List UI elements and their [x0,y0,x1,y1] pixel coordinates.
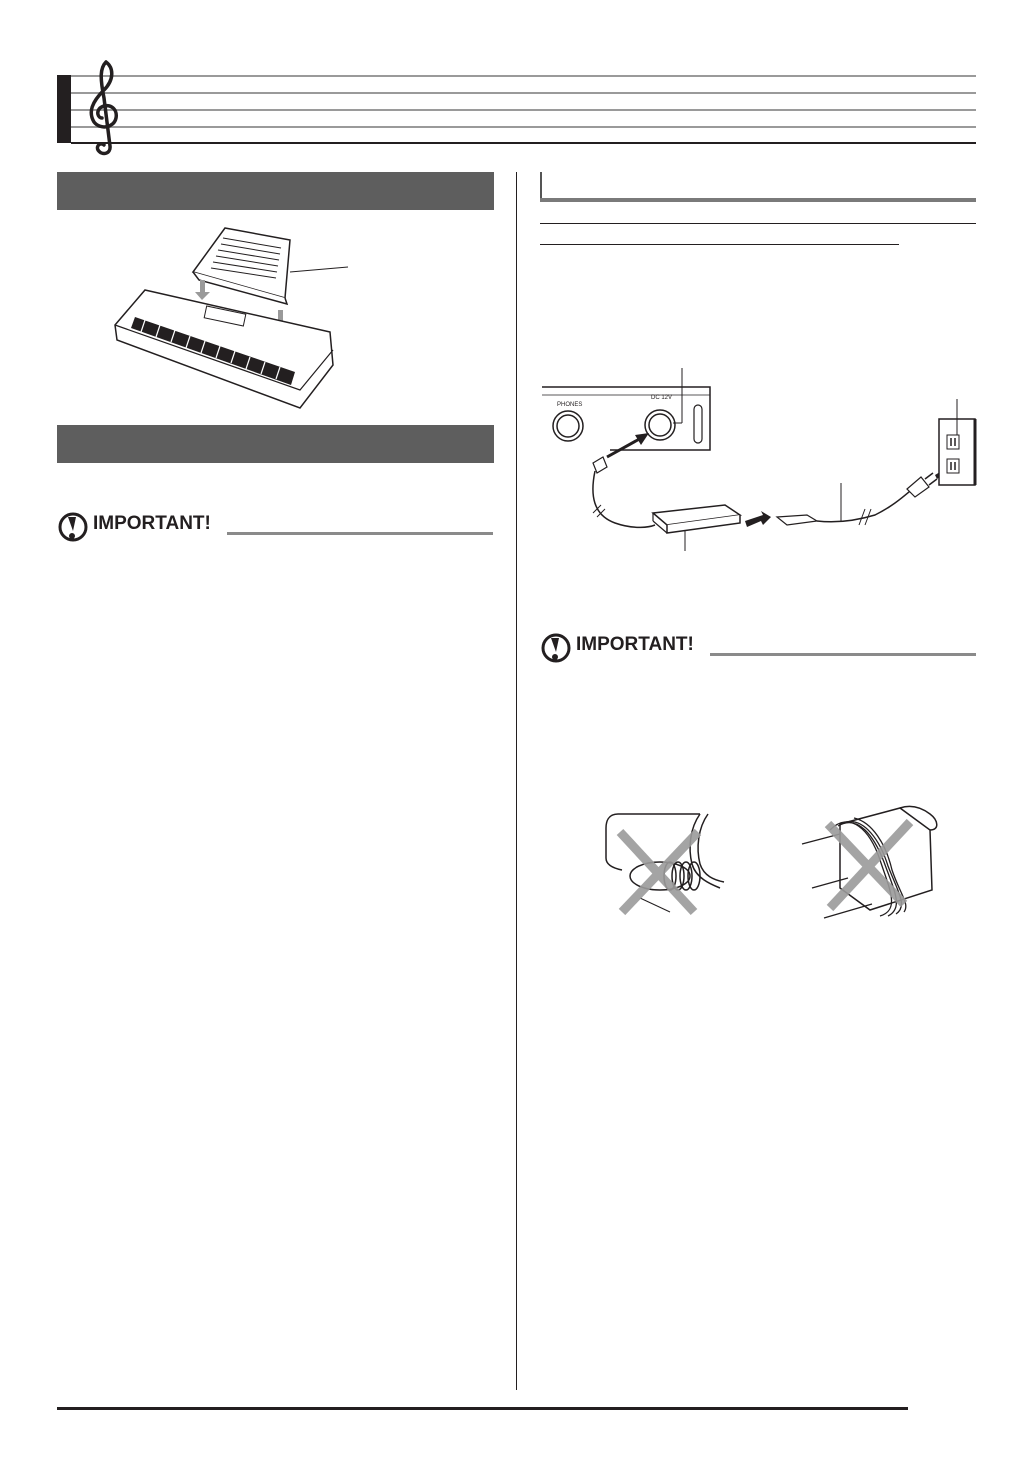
insert-arrow-icon [607,433,649,457]
important-label: IMPORTANT! [93,513,211,534]
section-bar-music-stand [57,172,494,210]
footer-rule [57,1407,908,1410]
phones-jack-label: PHONES [557,402,583,408]
bent-cord-illustration [600,808,725,918]
section-bar-power [57,425,494,463]
dc-jack-label: DC 12V [651,395,673,401]
important-notice-right [540,632,976,666]
exclamation-icon [540,632,572,664]
exclamation-icon [57,511,89,543]
subsection-rule [540,223,976,224]
important-label: IMPORTANT! [576,634,694,655]
subsection-rule [540,244,899,245]
staff-line [71,109,976,111]
ac-adaptor-connection-diagram [535,365,985,555]
staff-line [71,75,976,77]
header-block [57,75,71,143]
staff-line [71,92,976,94]
wrapped-cord-illustration [800,800,945,925]
important-underline [710,653,976,656]
treble-clef-icon [84,58,124,158]
column-divider [516,172,517,1390]
important-notice-left [57,511,493,545]
music-stand-illustration [105,220,355,415]
staff-line [71,142,976,144]
important-underline [227,532,493,535]
subsection-header-ac-adaptor [540,172,976,202]
staff-line [71,126,976,128]
